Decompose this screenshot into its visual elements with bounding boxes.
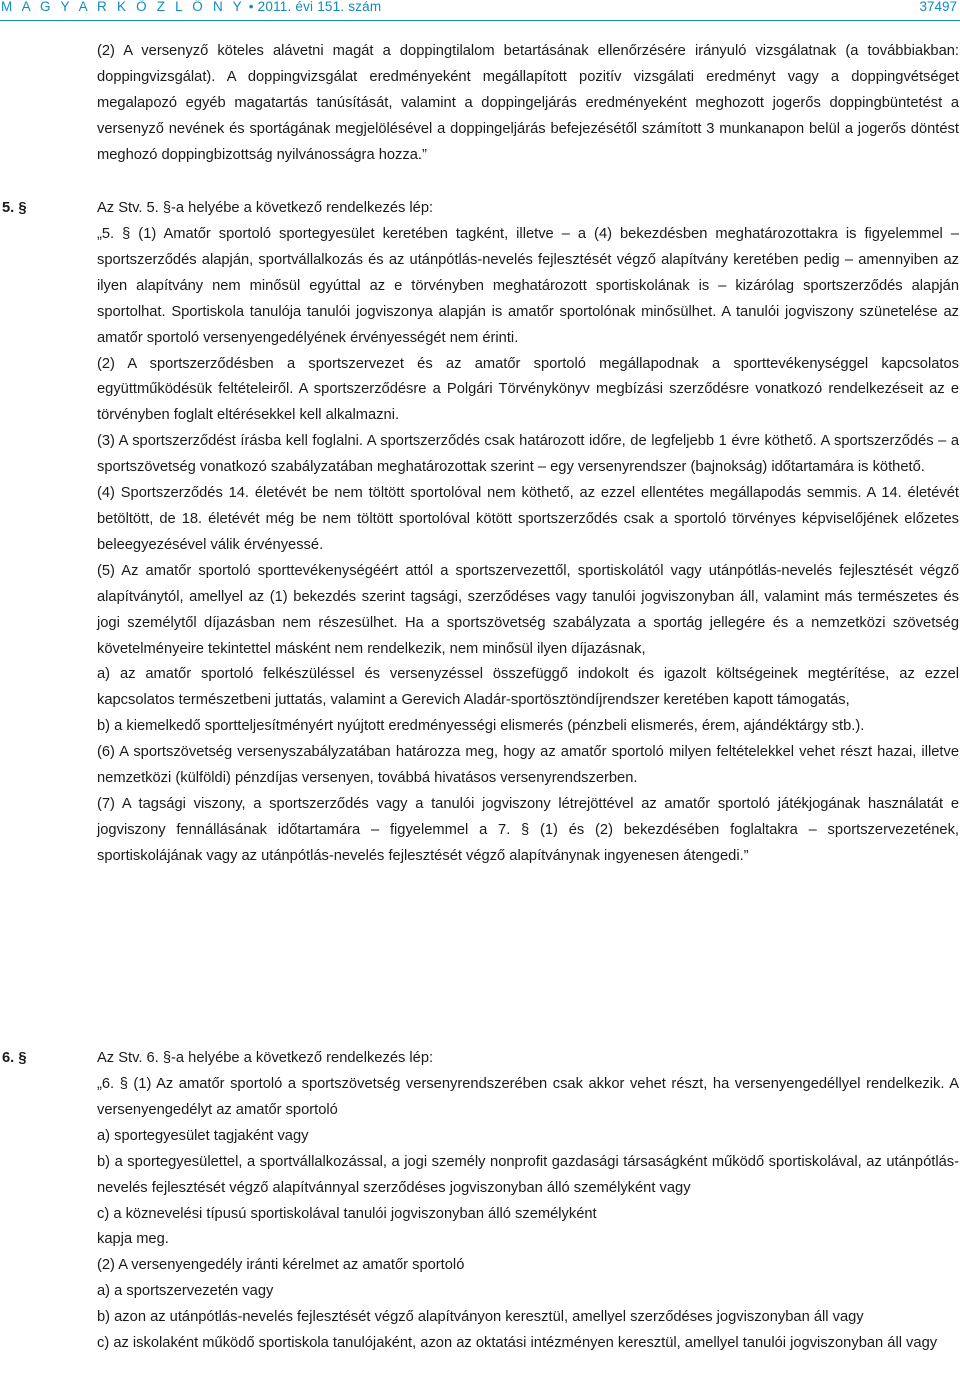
paragraph: „6. § (1) Az amatőr sportoló a sportszövetség versenyrendszerében csak akkor vehet részt, ha versenyengedéllyel rendelkezik. A versenyengedélyt az amatőr sportoló	[97, 1076, 959, 1118]
section-5-heading: Az Stv. 5. §-a helyébe a következő rendelkezés lép:	[97, 200, 434, 216]
section-5-number: 5. §	[2, 200, 27, 216]
list-item: b) a sportegyesülettel, a sportvállalkozással, a jogi személy nonprofit gazdasági társaságként működő sportiskolával, az utánpótlás-nevelés fejlesztését végző alapítvánnyal szerződéses jogviszonyban álló személyként vagy	[97, 1153, 959, 1196]
separator-bullet: •	[248, 0, 254, 14]
section-6-body	[97, 1072, 959, 1357]
section-6-number: 6. §	[2, 1050, 27, 1066]
page-number: 37497	[919, 0, 957, 14]
paragraph: (3) A sportszerződést írásba kell foglalni. A sportszerződés csak határozott időre, de legfeljebb 1 évre köthető. A sportszerződés – a sportszövetség vonatkozó szabályzatában meghatározottak szerint – egy versenyrendszer (bajnokság) időtartamára is köthető.	[97, 433, 959, 476]
paragraph: (7) A tagsági viszony, a sportszerződés vagy a tanulói jogviszony létrejöttével az amatőr sportoló játékjogának használatát e jogviszony fennállásának időtartamára – figyelemmel a 7. § (1) és (2) bekezdésében foglaltakra – sportszervezetének, sportiskolájának vagy az utánpótlás-nevelés fejlesztését végző alapítványnak ingyenesen átengedi.”	[97, 795, 959, 864]
paragraph: kapja meg.	[97, 1231, 169, 1248]
list-item: a) a sportszervezetén vagy	[97, 1283, 274, 1300]
paragraph: (2) A sportszerződésben a sportszervezet és az amatőr sportoló megállapodnak a sporttevékenységgel kapcsolatos együttműködésük feltételeiről. A sportszerződésre a Polgári Törvénykönyv megbízási szerződésre vonatkozó rendelkezéseit az e törvényben foglalt eltérésekkel kell alkalmazni.	[97, 355, 959, 424]
paragraph: (2) A versenyengedély iránti kérelmet az amatőr sportoló	[97, 1257, 465, 1274]
section-5-body	[97, 222, 959, 870]
page-header	[0, 0, 960, 22]
issue-label: 2011. évi 151. szám	[257, 0, 382, 14]
list-item: b) azon az utánpótlás-nevelés fejlesztését végző alapítványon keresztül, amellyel szerződéses jogviszonyban áll vagy	[97, 1309, 864, 1326]
list-item: a) az amatőr sportoló felkészüléssel és versenyzéssel összefüggő indokolt és igazolt költségeinek megtérítése, az ezzel kapcsolatos természetbeni juttatás, valamint a Gerevich Aladár-sportösztöndíjrendszer keretében kapott támogatás,	[97, 666, 959, 709]
list-item: a) sportegyesület tagjaként vagy	[97, 1127, 309, 1144]
header-rule	[0, 20, 960, 21]
list-item: c) a köznevelési típusú sportiskolával tanulói jogviszonyban álló személyként	[97, 1205, 597, 1222]
journal-running-head	[1, 0, 381, 14]
paragraph: (6) A sportszövetség versenyszabályzatában határozza meg, hogy az amatőr sportoló milyen feltételekkel vehet részt hazai, illetve nemzetközi (külföldi) pénzdíjas versenyen, továbbá hivatásos versenyrendszerben.	[97, 744, 959, 787]
list-item: c) az iskolaként működő sportiskola tanulójaként, azon az oktatási intézményen keresztül, amellyel tanulói jogviszonyban áll vagy	[97, 1335, 938, 1352]
paragraph: „5. § (1) Amatőr sportoló sportegyesület keretében tagként, illetve – a (4) bekezdésben meghatározottakra is figyelemmel – sportszerződés alapján, sportvállalkozás és az utánpótlás-nevelés fejlesztését végző alapítvány keretében pedig – amennyiben az ilyen alapítvány nem minősül egyúttal az e törvényben meghatározott sportiskolának is – kizárólag sportszerződés alapján sportolhat. Sportiskola tanulója tanulói jogviszonya alapján is amatőr sportolónak minősülhet. A tanulói jogviszony szünetelése az amatőr sportoló versenyengedélyének érvényességét nem érinti.	[97, 226, 959, 346]
journal-title: M A G Y A R K Ö Z L Ö N Y	[1, 0, 245, 14]
intro-paragraph: (2) A versenyző köteles alávetni magát a doppingtilalom betartásának ellenőrzésére irányuló vizsgálatnak (a továbbiakban: doppingvizsgálat). A doppingvizsgálat eredményeként megállapított pozitív vizsgálati eredményt vagy a doppingvétséget megalapozó egyéb magatartás tanúsítását, valamint a doppingeljárás eredményeként meghozott jogerős doppingbüntetést a versenyző nevének és sportágának megjelölésével a doppingeljárás befejezésétől számított 3 munkanapon belül a jogerős döntést meghozó doppingbizottság nyilvánosságra hozza.”	[97, 43, 959, 163]
list-item: b) a kiemelkedő sportteljesítményért nyújtott eredményességi elismerés (pénzbeli elismerés, érem, ajándéktárgy stb.).	[97, 718, 865, 735]
paragraph: (5) Az amatőr sportoló sporttevékenységéért attól a sportszervezettől, sportiskolától vagy utánpótlás-nevelés fejlesztését végző alapítványtól, amellyel az (1) bekezdés szerint tagsági, szerződéses vagy tanulói jogviszonyban áll, valamint más természetes és jogi személytől díjazásban nem részesülhet. Ha a sportszövetség szabályzata a sportág jellegére és a nemzetközi szövetség követelményeire tekintettel másként nem rendelkezik, nem minősül ilyen díjazásnak,	[97, 562, 959, 657]
intro-block	[97, 39, 959, 169]
paragraph: (4) Sportszerződés 14. életévét be nem töltött sportolóval nem köthető, az ezzel ellentétes megállapodás semmis. A 14. életévét betöltött, de 18. életévét még be nem töltött sportolóval kötött sportszerződés csak a sportoló törvényes képviselőjének előzetes beleegyezésével válik érvényessé.	[97, 485, 959, 553]
section-6-heading: Az Stv. 6. §-a helyébe a következő rendelkezés lép:	[97, 1050, 434, 1066]
